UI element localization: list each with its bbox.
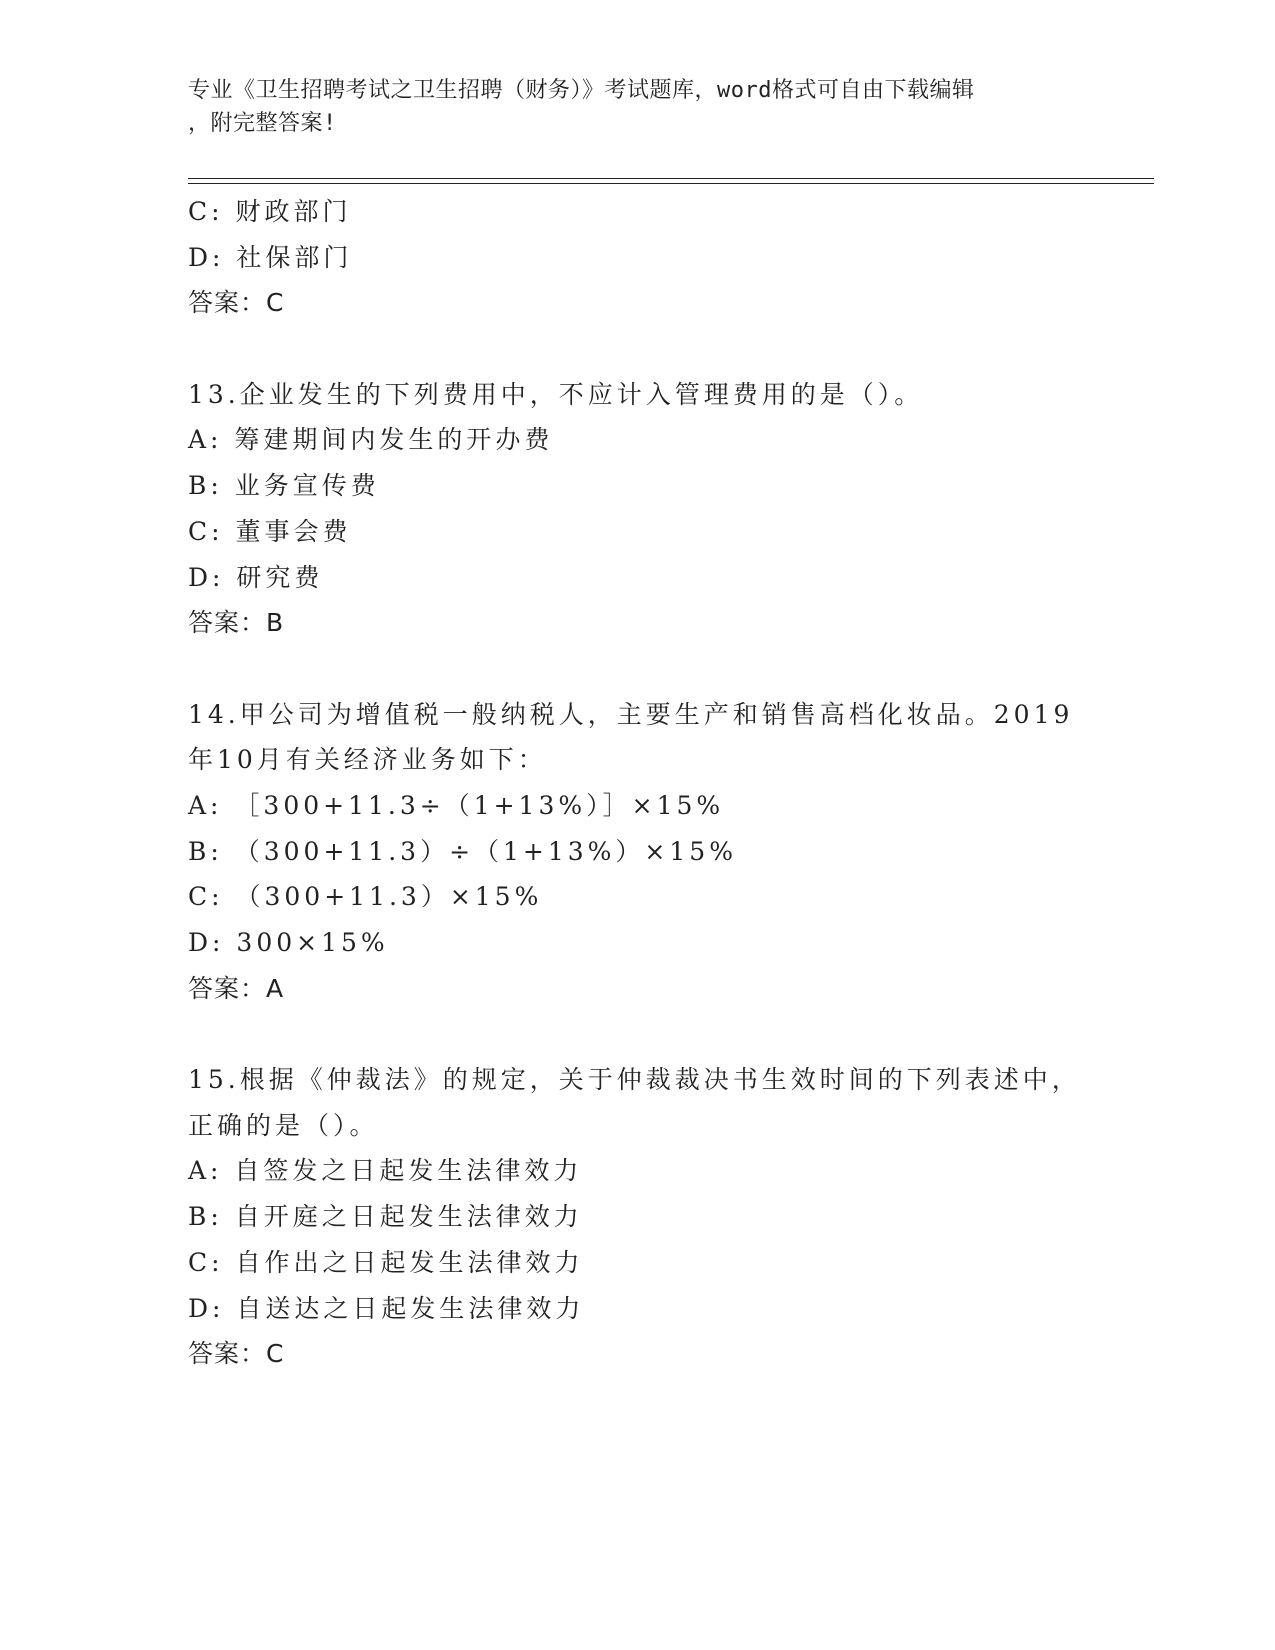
- header-divider-bottom: [188, 183, 1154, 184]
- option-c: C: 董事会费: [188, 516, 352, 546]
- spacer: [188, 326, 1088, 372]
- question-stem: 15.根据《仲裁法》的规定，关于仲裁裁决书生效时间的下列表述中，: [188, 1065, 1081, 1095]
- document-header: [188, 74, 1068, 140]
- question-12-continued: [188, 189, 1088, 326]
- answer: 答案：B: [188, 608, 285, 638]
- option-b: B: （300+11.3）÷（1+13%）×15%: [188, 836, 737, 866]
- header-line-1: 专业《卫生招聘考试之卫生招聘（财务）》考试题库，word格式可自由下载编辑: [188, 78, 975, 103]
- option-b: B: 自开庭之日起发生法律效力: [188, 1202, 583, 1232]
- spacer: [188, 1011, 1088, 1057]
- answer: 答案：A: [188, 973, 285, 1003]
- header-divider-top: [188, 178, 1154, 179]
- option-d: D: 研究费: [188, 562, 324, 592]
- question-stem: 14.甲公司为增值税一般纳税人，主要生产和销售高档化妆品。2019: [188, 699, 1074, 729]
- option-c: C: 财政部门: [188, 197, 352, 226]
- document-body: [188, 189, 1088, 1377]
- option-d: D: 300×15%: [188, 928, 389, 957]
- question-stem: 13.企业发生的下列费用中，不应计入管理费用的是（）。: [188, 379, 924, 409]
- question-stem-continued: 年10月有关经济业务如下：: [188, 745, 547, 775]
- question-14: [188, 692, 1088, 1012]
- option-b: B: 业务宣传费: [188, 471, 380, 501]
- option-a: A: ［300+11.3÷（1+13%）］×15%: [188, 790, 725, 820]
- option-c: C: （300+11.3）×15%: [188, 882, 543, 912]
- answer: 答案：C: [188, 1339, 285, 1369]
- question-13: [188, 372, 1088, 646]
- spacer: [188, 646, 1088, 692]
- option-d: D: 社保部门: [188, 242, 353, 272]
- option-d: D: 自送达之日起发生法律效力: [188, 1293, 585, 1323]
- question-15: [188, 1057, 1088, 1377]
- option-a: A: 自签发之日起发生法律效力: [188, 1156, 583, 1186]
- option-c: C: 自作出之日起发生法律效力: [188, 1247, 584, 1277]
- answer: 答案：C: [188, 288, 285, 318]
- question-stem-continued: 正确的是（）。: [188, 1110, 379, 1140]
- header-line-2: ，附完整答案!: [188, 111, 337, 136]
- option-a: A: 筹建期间内发生的开办费: [188, 425, 554, 455]
